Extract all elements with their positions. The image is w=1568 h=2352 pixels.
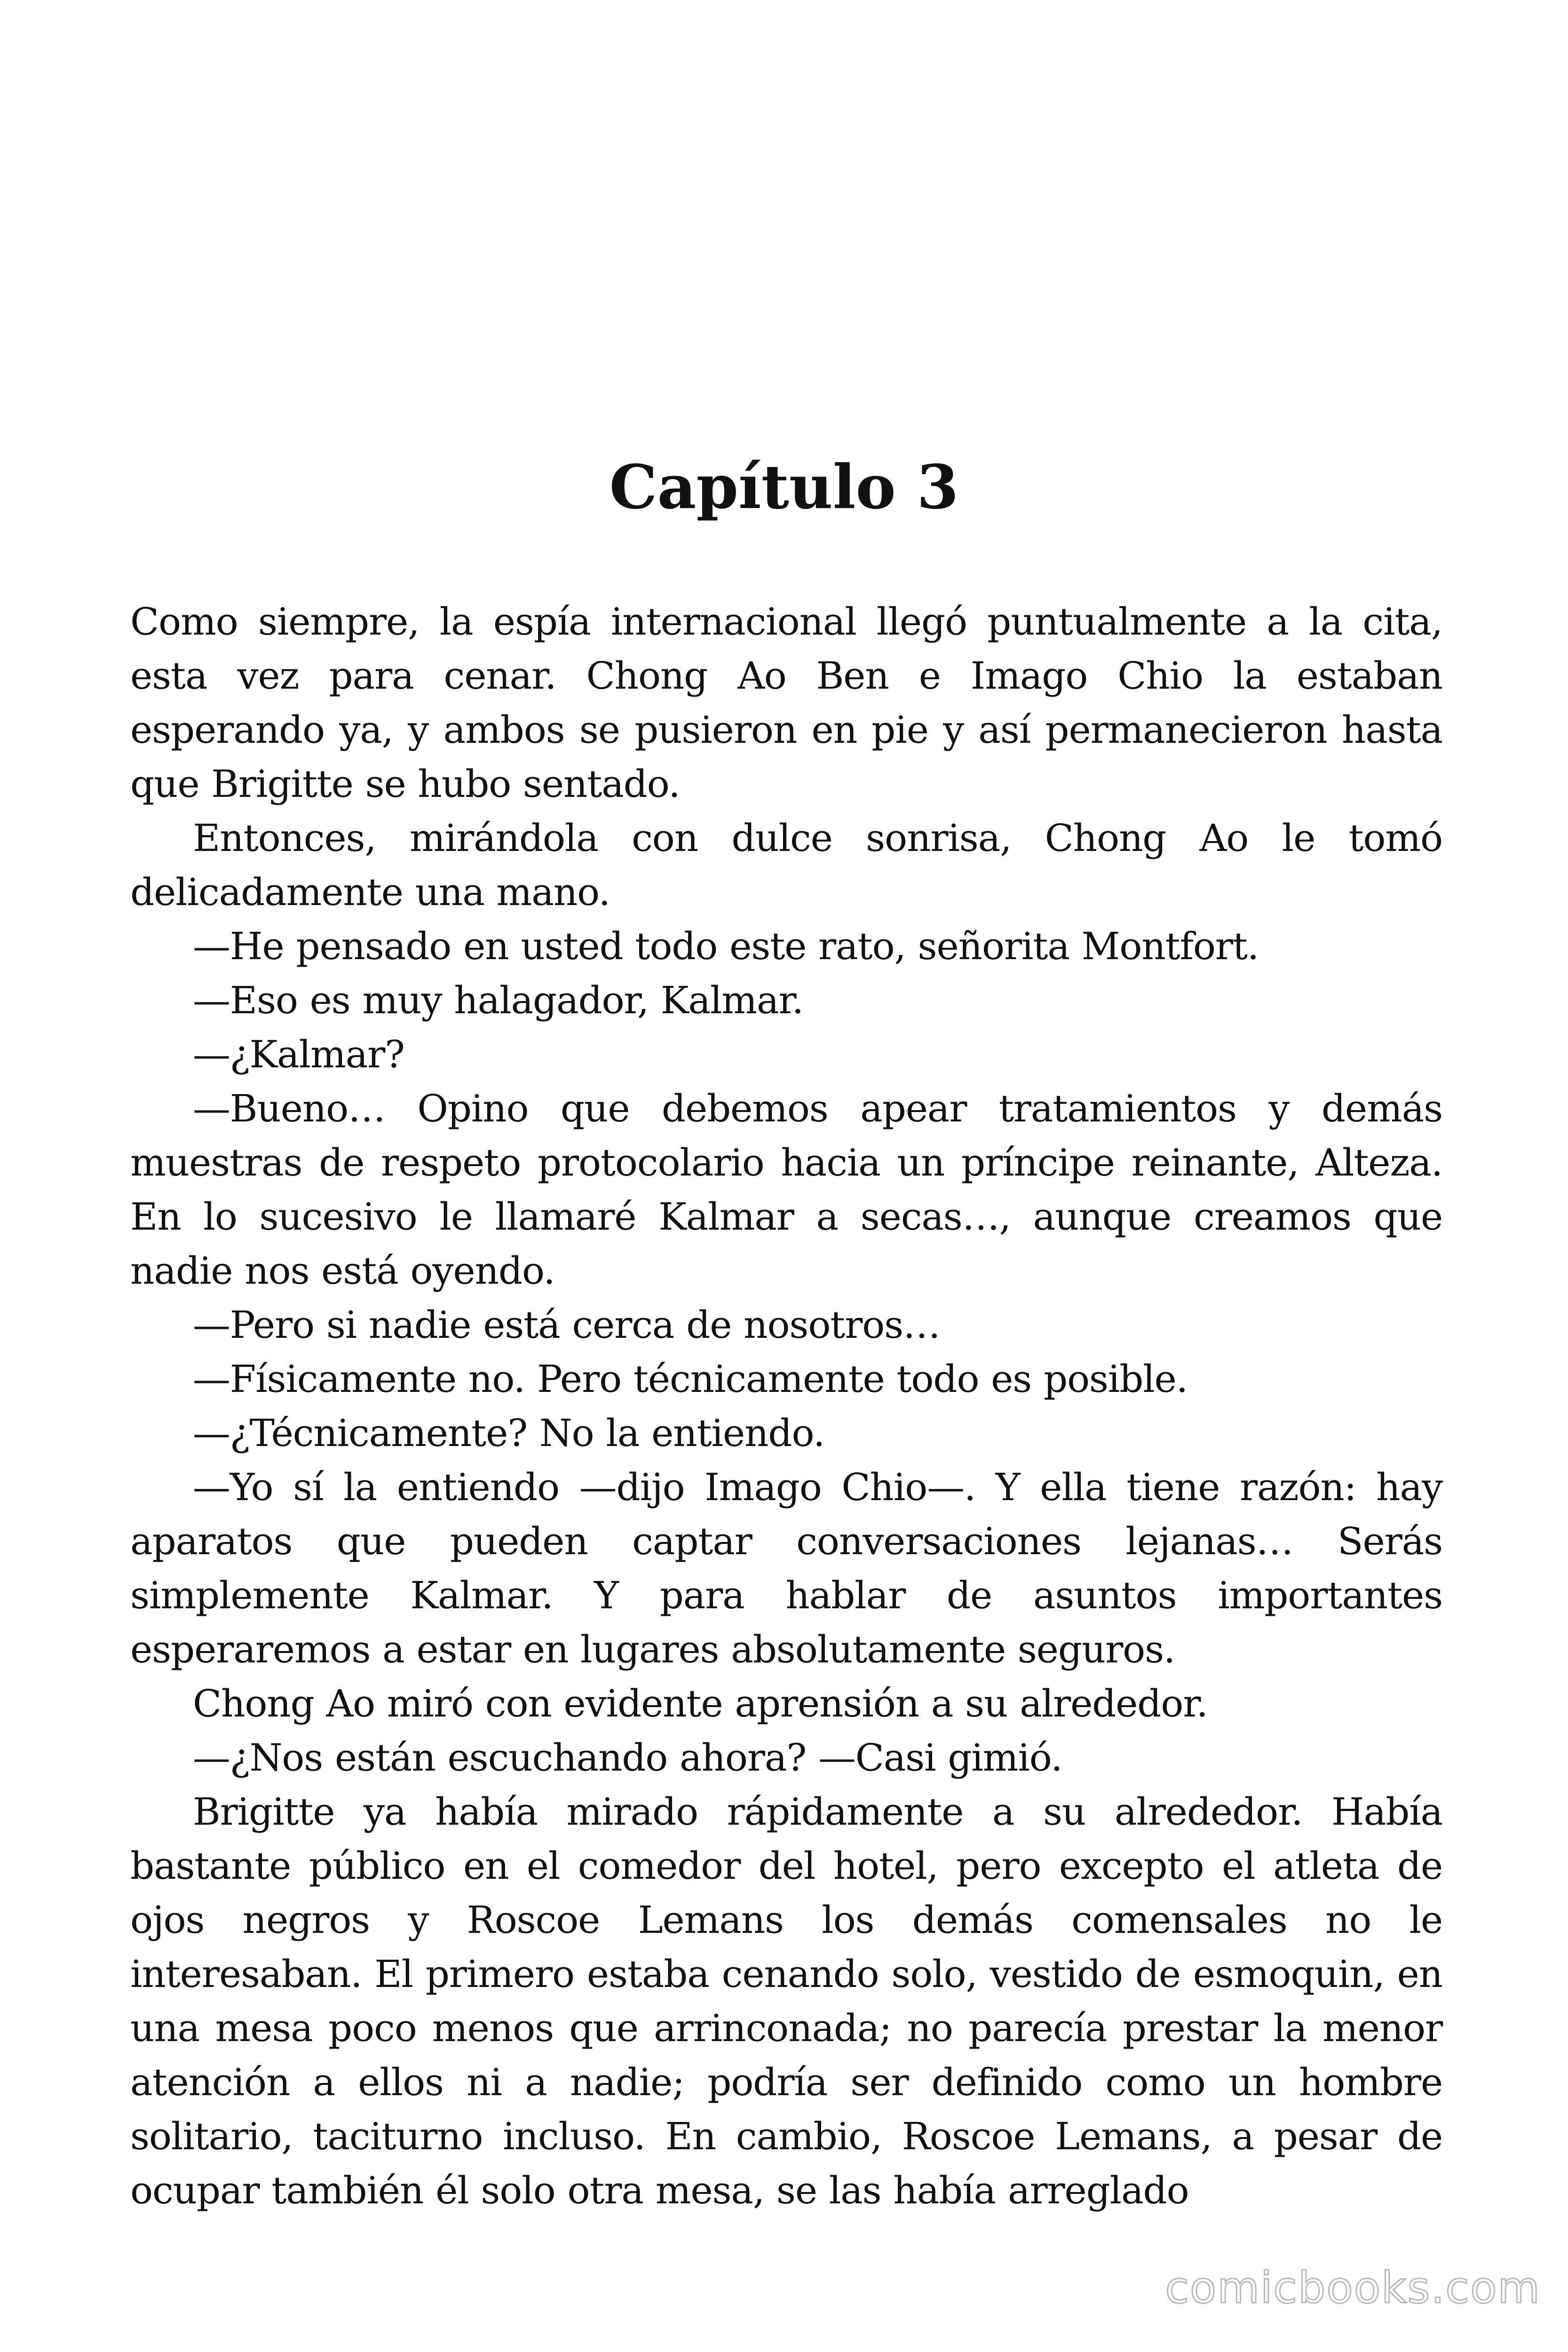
paragraph: Brigitte ya había mirado rápidamente a su alrededor. Había bastante público en el comedor del hotel, pero excepto el atleta de ojos negros y Roscoe Lemans los demás comensales no le interesaban. El primero estaba cenando solo, vestido de esmoquin, en una mesa poco menos que arrinconada; no parecía prestar la menor atención a ellos ni a nadie; podría ser definido como un hombre solitario, taciturno incluso. En cambio, Roscoe Lemans, a pesar de ocupar también él solo otra mesa, se las había arreglado <box>130 1790 1442 2212</box>
chapter-title: Capítulo 3 <box>609 452 959 523</box>
watermark: comicbooks.com <box>1165 2263 1541 2313</box>
paragraph: —¿Nos están escuchando ahora? —Casi gimió. <box>193 1736 1062 1780</box>
paragraph: —¿Técnicamente? No la entiendo. <box>193 1411 825 1455</box>
paragraph: —Físicamente no. Pero técnicamente todo es posible. <box>193 1357 1188 1401</box>
paragraph: —Bueno… Opino que debemos apear tratamientos y demás muestras de respeto protocolario hacia un príncipe reinante, Alteza. En lo sucesivo le llamaré Kalmar a secas…, aunque creamos que nadie nos está oyendo. <box>130 1087 1442 1293</box>
paragraph: Chong Ao miró con evidente aprensión a su alrededor. <box>193 1682 1208 1725</box>
paragraph: —¿Kalmar? <box>193 1033 404 1076</box>
paragraph: —Pero si nadie está cerca de nosotros… <box>193 1303 940 1347</box>
paragraph: Entonces, mirándola con dulce sonrisa, Chong Ao le tomó delicadamente una mano. <box>130 816 1442 914</box>
paragraph: Como siempre, la espía internacional llegó puntualmente a la cita, esta vez para cenar. Chong Ao Ben e Imago Chio la estaban esperando ya, y ambos se pusieron en pie y así permanecieron hasta que Brigitte se hubo sentado. <box>130 600 1442 806</box>
paragraph: —Yo sí la entiendo —dijo Imago Chio—. Y ella tiene razón: hay aparatos que pueden captar conversaciones lejanas… Serás simplemente Kalmar. Y para hablar de asuntos importantes esperaremos a estar en lugares absolutamente seguros. <box>130 1465 1442 1671</box>
paragraph: —Eso es muy halagador, Kalmar. <box>193 978 803 1022</box>
paragraph: —He pensado en usted todo este rato, señorita Montfort. <box>193 924 1259 968</box>
body-text <box>130 595 1442 2217</box>
